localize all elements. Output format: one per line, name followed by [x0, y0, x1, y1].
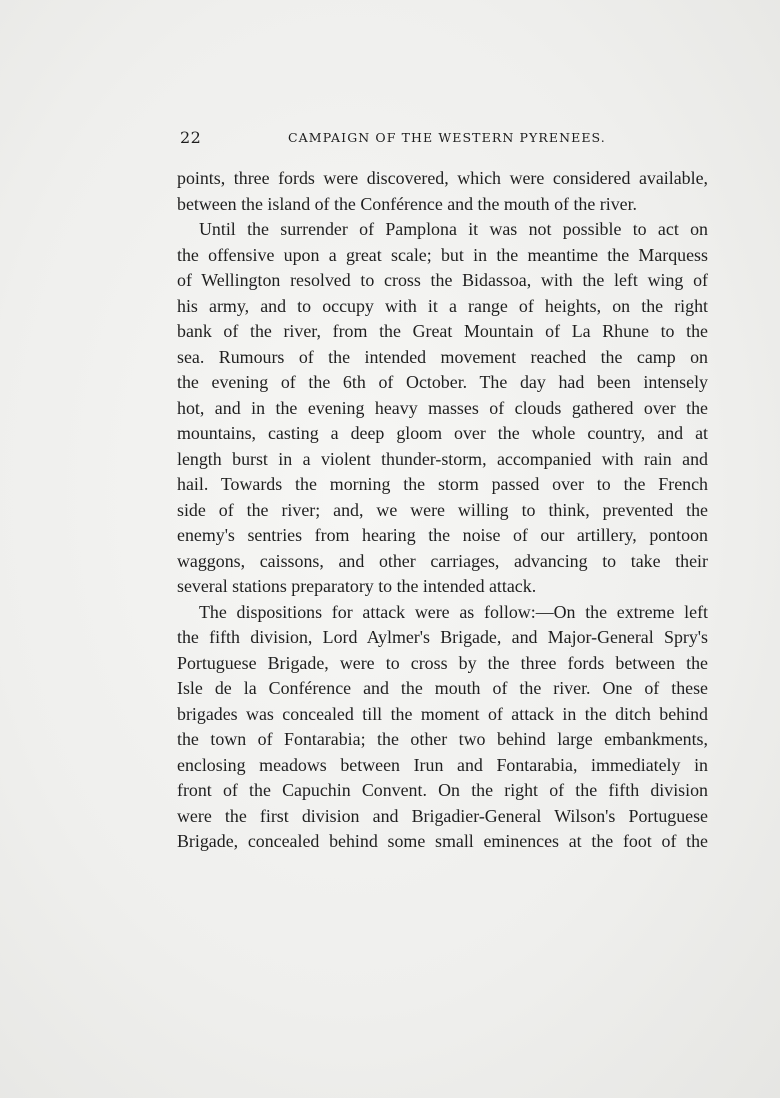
text-line: were the first division and Brigadier-General Wilson's Portuguese: [177, 805, 708, 826]
page-number: 22: [180, 128, 202, 147]
text-line: Until the surrender of Pamplona it was not possible to act on: [199, 219, 708, 239]
text-line: the fifth division, Lord Aylmer's Brigade, and Major-General Spry's: [177, 627, 708, 647]
text-line: waggons, caissons, and other carriages, advancing to take their: [177, 550, 708, 571]
body-text: [177, 166, 708, 855]
text-line: the offensive upon a great scale; but in the meantime the Marquess: [177, 244, 708, 265]
text-line: brigades was concealed till the moment of attack in the ditch behind: [177, 703, 708, 724]
text-line: the town of Fontarabia; the other two behind large embankments,: [177, 729, 708, 749]
text-line: side of the river; and, we were willing to think, prevented the: [177, 499, 708, 520]
text-line: Portuguese Brigade, were to cross by the three fords between the: [177, 652, 708, 673]
text-line: hail. Towards the morning the storm passed over to the French: [177, 474, 708, 494]
text-line: Brigade, concealed behind some small eminences at the foot of the: [177, 831, 708, 851]
text-line: his army, and to occupy with it a range of heights, on the right: [177, 295, 708, 316]
text-line: enclosing meadows between Irun and Fontarabia, immediately in: [177, 754, 708, 775]
text-line: sea. Rumours of the intended movement reached the camp on: [177, 346, 708, 367]
text-line: of Wellington resolved to cross the Bidassoa, with the left wing of: [177, 270, 708, 290]
text-line: The dispositions for attack were as follow:—On the extreme left: [199, 601, 708, 622]
text-line: length burst in a violent thunder-storm, accompanied with rain and: [177, 448, 708, 469]
text-line: mountains, casting a deep gloom over the whole country, and at: [177, 423, 708, 443]
text-line: front of the Capuchin Convent. On the right of the fifth division: [177, 780, 708, 800]
running-head: CAMPAIGN OF THE WESTERN PYRENEES.: [288, 130, 606, 145]
page-header: [180, 128, 610, 152]
text-line: Isle de la Conférence and the mouth of the river. One of these: [177, 678, 708, 698]
text-line: bank of the river, from the Great Mountain of La Rhune to the: [177, 321, 708, 341]
text-line: the evening of the 6th of October. The day had been intensely: [177, 372, 708, 392]
text-line: points, three fords were discovered, which were considered available,: [177, 168, 708, 188]
text-line: enemy's sentries from hearing the noise of our artillery, pontoon: [177, 525, 708, 545]
text-line: several stations preparatory to the intended attack.: [177, 576, 537, 596]
text-line: hot, and in the evening heavy masses of clouds gathered over the: [177, 397, 708, 418]
text-line: between the island of the Conférence and the mouth of the river.: [177, 193, 638, 214]
